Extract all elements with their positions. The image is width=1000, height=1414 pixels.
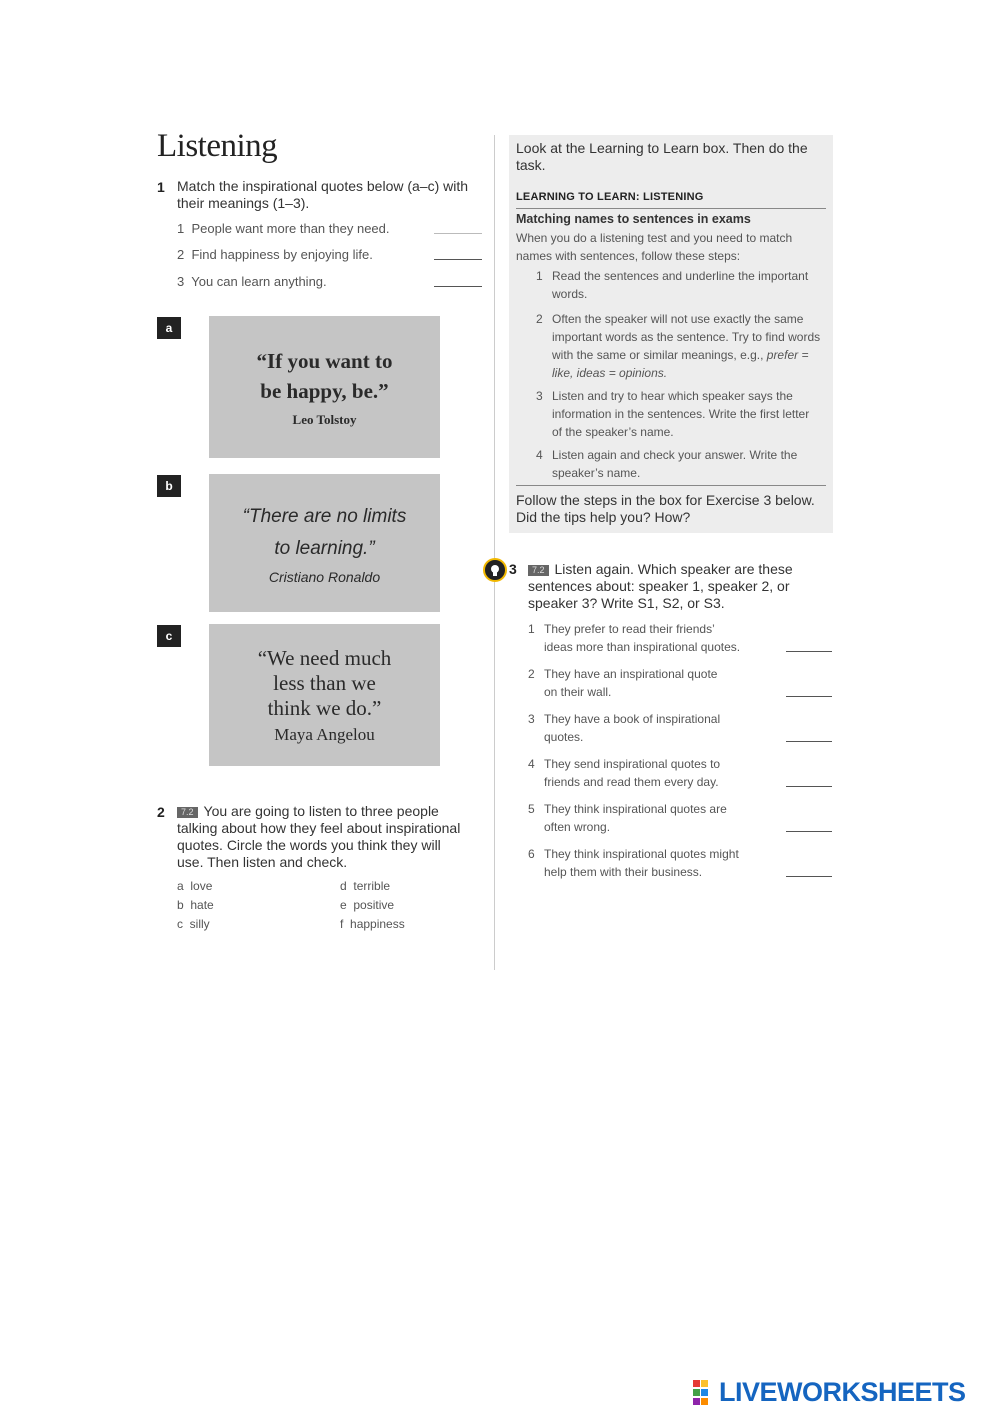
exercise-3-item: They send inspirational quotes to friends and read them every day. bbox=[544, 757, 721, 789]
quote-label-b: b bbox=[157, 475, 181, 497]
quote-author: Leo Tolstoy bbox=[292, 412, 357, 427]
ltl-lead: When you do a listening test and you need to match names with sentences, follow these steps: bbox=[516, 231, 793, 263]
exercise-3-item-number: 1 bbox=[528, 622, 535, 636]
quote-card-b bbox=[209, 474, 440, 612]
ltl-step-number: 3 bbox=[536, 389, 543, 403]
exercise-3-item: They have an inspirational quote on their wall. bbox=[544, 667, 718, 699]
word-option[interactable]: d terrible bbox=[340, 879, 391, 893]
ltl-step-text: Read the sentences and underline the important words. bbox=[552, 269, 809, 301]
ltl-intro: Look at the Learning to Learn box. Then do the task. bbox=[516, 140, 808, 173]
ltl-step-number: 2 bbox=[536, 312, 543, 326]
quote-line: to learning.” bbox=[274, 538, 375, 559]
answer-blank[interactable] bbox=[786, 651, 832, 652]
ltl-step-number: 1 bbox=[536, 269, 543, 283]
word-option[interactable]: c silly bbox=[177, 917, 210, 931]
quote-line: less than we bbox=[273, 670, 376, 695]
exercise-1-instruction: Match the inspirational quotes below (a–c) with their meanings (1–3). bbox=[177, 178, 469, 211]
exercise-3-item-number: 2 bbox=[528, 667, 535, 681]
answer-blank[interactable] bbox=[786, 786, 832, 787]
word-option[interactable]: b hate bbox=[177, 898, 214, 912]
exercise-2-number: 2 bbox=[157, 804, 165, 820]
exercise-3-item: They have a book of inspirational quotes. bbox=[544, 712, 721, 744]
lightbulb-icon bbox=[483, 558, 507, 582]
ltl-rule bbox=[516, 208, 826, 209]
brand-name: LIVEWORKSHEETS bbox=[719, 1377, 966, 1407]
exercise-3-item: They think inspirational quotes are often wrong. bbox=[544, 802, 727, 834]
exercise-3-item-number: 5 bbox=[528, 802, 535, 816]
exercise-2-instruction: 7.2 You are going to listen to three people talking about how they feel about inspirational quotes. Circle the words you think they will use. Then listen and check. bbox=[177, 803, 461, 870]
quote-author: Cristiano Ronaldo bbox=[268, 569, 381, 585]
column-divider bbox=[494, 135, 495, 970]
word-option[interactable]: f happiness bbox=[340, 917, 405, 931]
quote-label-a: a bbox=[157, 317, 181, 339]
page-title: Listening bbox=[157, 128, 278, 164]
ltl-step-number: 4 bbox=[536, 448, 543, 462]
quote-author: Maya Angelou bbox=[274, 724, 375, 744]
liveworksheets-grid-icon bbox=[693, 1380, 717, 1406]
answer-blank[interactable] bbox=[786, 741, 832, 742]
answer-blank[interactable] bbox=[786, 831, 832, 832]
exercise-3-item: They think inspirational quotes might help them with their business. bbox=[544, 847, 739, 879]
answer-blank[interactable] bbox=[786, 696, 832, 697]
exercise-3-number: 3 bbox=[509, 561, 517, 577]
exercise-3-instruction: 7.2 Listen again. Which speaker are these sentences about: speaker 1, speaker 2, or speaker 3? Write S1, S2, or S3. bbox=[528, 561, 793, 611]
ltl-follow: Follow the steps in the box for Exercise 3 below. Did the tips help you? How? bbox=[516, 492, 815, 525]
answer-blank[interactable] bbox=[434, 259, 482, 260]
ltl-step-text: Listen and try to hear which speaker says the information in the sentences. Write the first letter of the speaker’s name. bbox=[552, 389, 810, 439]
liveworksheets-logo[interactable] bbox=[693, 1377, 966, 1408]
word-option[interactable]: a love bbox=[177, 879, 213, 893]
ltl-heading: LEARNING TO LEARN: LISTENING bbox=[516, 191, 704, 203]
word-option[interactable]: e positive bbox=[340, 898, 395, 912]
answer-blank[interactable] bbox=[786, 876, 832, 877]
quote-line: be happy, be.” bbox=[260, 379, 389, 403]
answer-blank[interactable] bbox=[434, 233, 482, 234]
exercise-3-item-number: 6 bbox=[528, 847, 535, 861]
ltl-subheading: Matching names to sentences in exams bbox=[516, 212, 751, 226]
quote-line: think we do.” bbox=[267, 695, 382, 720]
quote-line: “We need much bbox=[257, 645, 392, 670]
quote-line: “There are no limits bbox=[242, 506, 407, 527]
exercise-3-item: They prefer to read their friends’ ideas more than inspirational quotes. bbox=[544, 622, 741, 654]
quote-label-c: c bbox=[157, 625, 181, 647]
exercise-3-item-number: 4 bbox=[528, 757, 535, 771]
answer-blank[interactable] bbox=[434, 286, 482, 287]
exercise-1-number: 1 bbox=[157, 179, 165, 195]
quote-card-a bbox=[209, 316, 440, 458]
quote-card-c bbox=[209, 624, 440, 766]
audio-icon[interactable]: 7.2 bbox=[177, 807, 198, 818]
ltl-step-text: Often the speaker will not use exactly the same important words as the sentence. Try to find words with the same or similar meanings, e.g., prefer = like, ideas = opinions. bbox=[552, 312, 821, 380]
exercise-1-item: 2 Find happiness by enjoying life. bbox=[177, 247, 373, 262]
ltl-step-text: Listen again and check your answer. Write the speaker’s name. bbox=[552, 448, 798, 480]
exercise-1-item: 1 People want more than they need. bbox=[177, 221, 390, 236]
quote-line: “If you want to bbox=[256, 349, 393, 373]
audio-icon[interactable]: 7.2 bbox=[528, 565, 549, 576]
ltl-rule bbox=[516, 485, 826, 486]
exercise-3-item-number: 3 bbox=[528, 712, 535, 726]
exercise-1-item: 3 You can learn anything. bbox=[177, 274, 327, 289]
